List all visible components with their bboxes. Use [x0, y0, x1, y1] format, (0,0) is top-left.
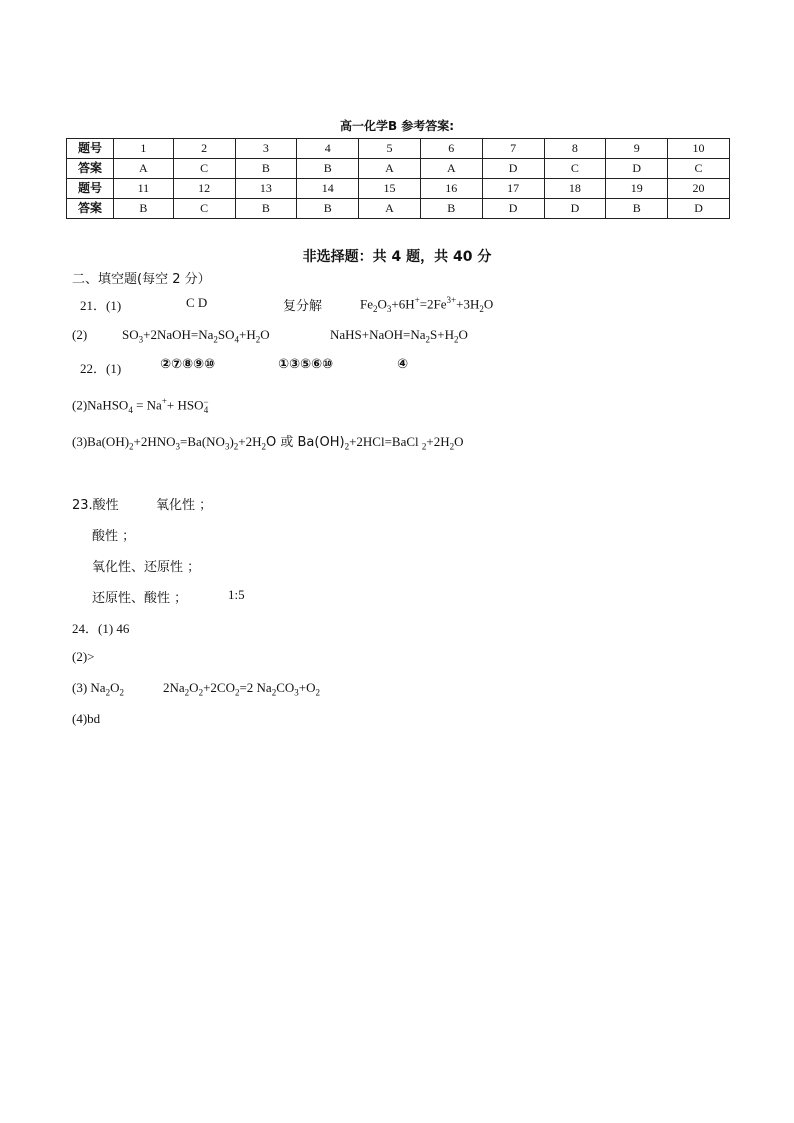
table-cell: 12: [173, 179, 235, 199]
table-cell: A: [420, 159, 482, 179]
q21-number: 21．(1): [80, 298, 122, 313]
q22-part2-equation: (2)NaHSO$_4$ = Na++ HSO − 4: [72, 396, 209, 416]
table-cell: 4: [297, 139, 359, 159]
table-cell: B: [235, 199, 297, 219]
table-cell: C: [173, 199, 235, 219]
q23-line-1a: 23.酸性: [72, 498, 119, 513]
table-cell: 17: [482, 179, 544, 199]
table-cell: B: [297, 159, 359, 179]
table-cell: 8: [544, 139, 606, 159]
table-cell: 3: [235, 139, 297, 159]
q23-line-4b: 1:5: [228, 587, 245, 602]
q21-part2-label: (2): [72, 327, 88, 342]
q21-answer-2: 复分解: [283, 299, 323, 314]
table-cell: 13: [235, 179, 297, 199]
table-cell: B: [297, 199, 359, 219]
section-title: 非选择题：共 4 题，共 40 分: [302, 249, 492, 265]
table-cell: B: [235, 159, 297, 179]
table-row: [67, 179, 730, 199]
q22-answer-1: ②⑦⑧⑨⑩: [160, 357, 216, 372]
q22-part3-equation: $(3)Ba(OH)_2+2HNO_3=Ba(NO_3)_2+2H_2O$ 或 $Ba(OH)_2+2HCl=BaCl$ $_2+2H_2O$: [72, 434, 464, 452]
table-cell: C: [668, 159, 730, 179]
table-cell: 20: [668, 179, 730, 199]
table-cell: D: [544, 199, 606, 219]
table-cell: B: [114, 199, 174, 219]
table-cell: B: [420, 199, 482, 219]
q21-part2-equation-b: $NaHS+NaOH=Na_2S+H_2O$: [330, 327, 468, 345]
q24-line-3-formula: (3) $Na_2O_2$: [72, 680, 124, 698]
table-cell: B: [606, 199, 668, 219]
table-cell: 19: [606, 179, 668, 199]
table-cell: 6: [420, 139, 482, 159]
q21-answer-1: C D: [186, 295, 208, 310]
table-cell: C: [173, 159, 235, 179]
table-row: [67, 159, 730, 179]
table-cell: 18: [544, 179, 606, 199]
answer-key-title: 高一化学B 参考答案:: [339, 119, 455, 133]
q24-line-4: (4)bd: [72, 711, 101, 726]
table-cell: 2: [173, 139, 235, 159]
row-label: 答案: [67, 159, 114, 179]
table-row: [67, 199, 730, 219]
part-heading: 二、填空题(每空 2 分）: [72, 272, 211, 287]
table-cell: A: [359, 199, 421, 219]
table-cell: D: [482, 199, 544, 219]
table-cell: D: [606, 159, 668, 179]
q21-part2-equation-a: $SO_3+2NaOH=Na_2SO_4+H_2O$: [122, 327, 270, 345]
table-cell: 5: [359, 139, 421, 159]
row-label: 答案: [67, 199, 114, 219]
table-cell: A: [114, 159, 174, 179]
row-label: 题号: [67, 139, 114, 159]
table-cell: 14: [297, 179, 359, 199]
q23-line-4a: 还原性、酸性 ；: [92, 591, 188, 606]
table-cell: 1: [114, 139, 174, 159]
q22-answer-3: ④: [397, 357, 409, 372]
table-cell: 16: [420, 179, 482, 199]
table-cell: 11: [114, 179, 174, 199]
q23-line-2: 酸性 ；: [92, 529, 136, 544]
table-cell: 9: [606, 139, 668, 159]
table-cell: D: [668, 199, 730, 219]
table-row: [67, 139, 730, 159]
answer-table: [66, 138, 730, 219]
q21-equation: $Fe_2O_3+6H^+=2Fe^{3+}+3H_2O$: [360, 295, 494, 314]
q24-line-2: (2)>: [72, 649, 95, 664]
q23-line-1b: 氧化性 ；: [156, 498, 213, 513]
table-cell: 10: [668, 139, 730, 159]
q24-line-3-equation: $2Na_2O_2+2CO_2=2$ $Na_2CO_3+O_2$: [163, 680, 320, 698]
table-cell: 7: [482, 139, 544, 159]
q22-answer-2: ①③⑤⑥⑩: [278, 357, 334, 372]
q22-number: 22．(1): [80, 361, 122, 376]
table-cell: 15: [359, 179, 421, 199]
row-label: 题号: [67, 179, 114, 199]
table-cell: D: [482, 159, 544, 179]
q23-line-3: 氧化性、还原性 ；: [92, 560, 201, 575]
table-cell: C: [544, 159, 606, 179]
table-cell: A: [359, 159, 421, 179]
q24-line-1: 24．(1) 46: [72, 621, 130, 636]
